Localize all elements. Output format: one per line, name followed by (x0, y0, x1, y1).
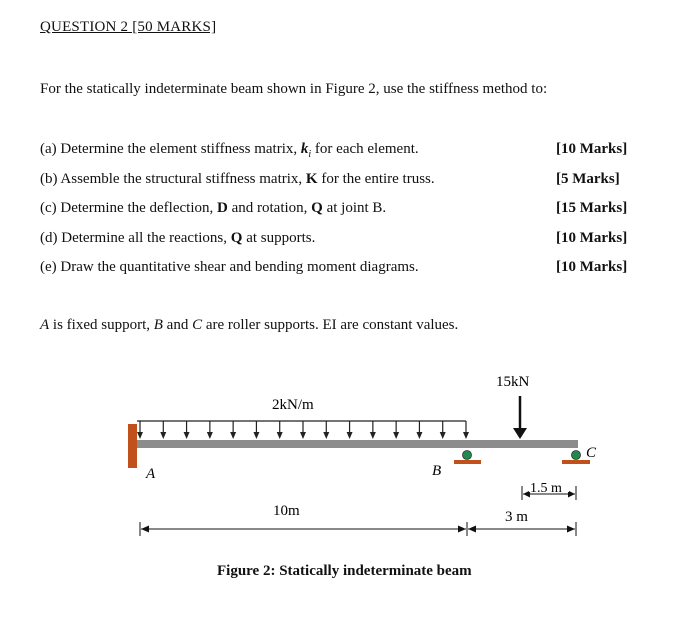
dim-right-arrow-right (567, 526, 575, 533)
fixed-support-a (128, 424, 137, 468)
dim-left-arrow-right (458, 526, 466, 533)
question-c-text-mid: and rotation, (227, 200, 312, 216)
intro-text: For the statically indeterminate beam shown in Figure 2, use the stiffness method to: (40, 81, 548, 97)
point-load-label: 15kN (496, 374, 530, 390)
udl-arrow-head (323, 432, 329, 439)
udl-arrow-head (440, 432, 446, 439)
question-d-text: (d) Determine all the reactions, (40, 230, 231, 246)
udl-arrow-head (230, 432, 236, 439)
udl-arrow-head (253, 432, 259, 439)
question-c-text-end: at joint B. (322, 200, 387, 216)
question-a-marks: [10 Marks] (556, 141, 628, 157)
support-note-text-3: are roller supports. EI are constant values. (202, 317, 459, 333)
figure-caption: Figure 2: Statically indeterminate beam (217, 563, 472, 579)
dim-right-arrow-left (468, 526, 476, 533)
udl-arrow-head (300, 432, 306, 439)
question-d-symbol: Q (230, 230, 243, 246)
question-c-marks: [15 Marks] (556, 200, 628, 216)
question-b-symbol: K (305, 171, 318, 187)
udl-arrow-head (160, 432, 166, 439)
question-d-marks: [10 Marks] (556, 230, 628, 246)
udl-arrow-head (393, 432, 399, 439)
label-a: A (146, 466, 156, 482)
support-note-text-2: and (162, 317, 193, 333)
dim-half-label: 1.5 m (530, 481, 562, 496)
question-b-marks: [5 Marks] (556, 171, 620, 187)
udl-arrow-head (416, 432, 422, 439)
question-a-text: (a) Determine the element stiffness matrix, (40, 141, 301, 157)
udl-arrow-head (463, 432, 469, 439)
beam (137, 440, 578, 448)
question-a-subscript: i (308, 149, 312, 160)
support-note-c: C (192, 317, 203, 333)
question-c-text: (c) Determine the deflection, (40, 200, 217, 216)
dim-left-label: 10m (273, 503, 300, 519)
support-note-text-1: is fixed support, (49, 317, 154, 333)
point-load-arrowhead (513, 428, 527, 439)
question-a-symbol: k (300, 141, 309, 157)
question-b-text: (b) Assemble the structural stiffness matrix, (40, 171, 306, 187)
label-c: C (586, 445, 597, 461)
dim-half-arrow-left (523, 491, 530, 498)
udl-label: 2kN/m (272, 397, 314, 413)
udl-arrow-head (370, 432, 376, 439)
roller-b-wheel (463, 451, 472, 460)
udl-arrow-head (347, 432, 353, 439)
label-b: B (432, 463, 442, 479)
roller-c-wheel (572, 451, 581, 460)
question-heading: QUESTION 2 [50 MARKS] (40, 19, 217, 35)
udl-arrows (137, 421, 469, 439)
support-note-a: A (40, 317, 50, 333)
dim-half-arrow-right (568, 491, 575, 498)
dim-right-label: 3 m (505, 509, 528, 525)
question-c-symbol-q: Q (311, 200, 323, 216)
question-b-text-end: for the entire truss. (317, 171, 435, 187)
roller-b-base (454, 460, 481, 464)
udl-arrow-head (207, 432, 213, 439)
dim-left-arrow-left (141, 526, 149, 533)
question-e-text: (e) Draw the quantitative shear and bending moment diagrams. (40, 259, 419, 275)
question-e-marks: [10 Marks] (556, 259, 628, 275)
udl-arrow-head (137, 432, 143, 439)
udl-arrow-head (277, 432, 283, 439)
support-note-b: B (153, 317, 163, 333)
question-a-text-end: for each element. (311, 141, 419, 157)
udl-arrow-head (184, 432, 190, 439)
question-c-symbol-d: D (217, 200, 228, 216)
question-d-text-end: at supports. (242, 230, 316, 246)
